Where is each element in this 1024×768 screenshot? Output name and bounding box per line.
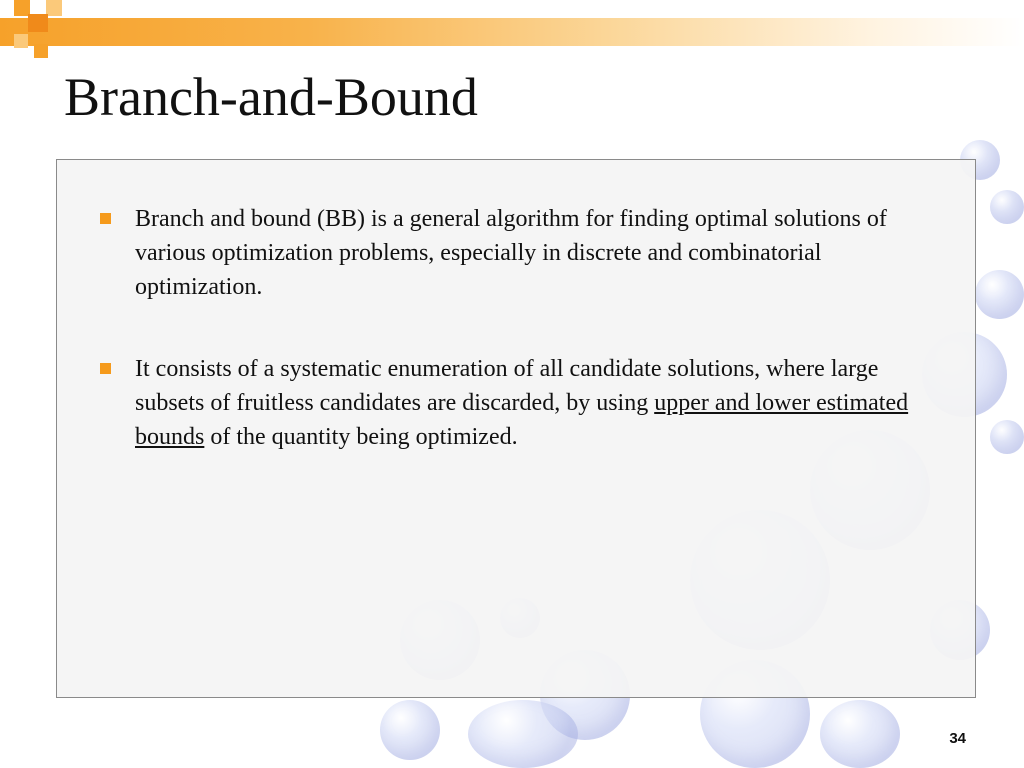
bullet-item (135, 352, 925, 454)
square-bullet-icon (100, 213, 111, 224)
decorative-square (46, 0, 62, 16)
bubble-decoration (820, 700, 900, 768)
bullet-text-start: It consists of a systematic enumeration of all candidate solutions, where large subsets of fruitless candidates are discarded, by using (135, 356, 879, 416)
underlined-link-text[interactable]: upper and lower estimated bounds (135, 390, 909, 450)
bullet-text-end: of the quantity being optimized. (204, 424, 518, 450)
bubble-decoration (990, 190, 1024, 224)
bubble-decoration (380, 700, 440, 760)
bubble-decoration (990, 420, 1024, 454)
header-band (0, 18, 1024, 46)
bubble-decoration (975, 270, 1024, 319)
page-number: 34 (949, 730, 966, 747)
slide-title: Branch-and-Bound (64, 67, 478, 127)
bullet-item (135, 202, 925, 304)
decorative-square (14, 34, 28, 48)
square-bullet-icon (100, 363, 111, 374)
content-box (56, 159, 976, 698)
decorative-square (34, 44, 48, 58)
decorative-square (28, 14, 48, 32)
bubble-decoration (468, 700, 578, 768)
bullet-text: Branch and bound (BB) is a general algorithm for finding optimal solutions of various optimization problems, especially in discrete and combinatorial optimization. (135, 206, 887, 300)
